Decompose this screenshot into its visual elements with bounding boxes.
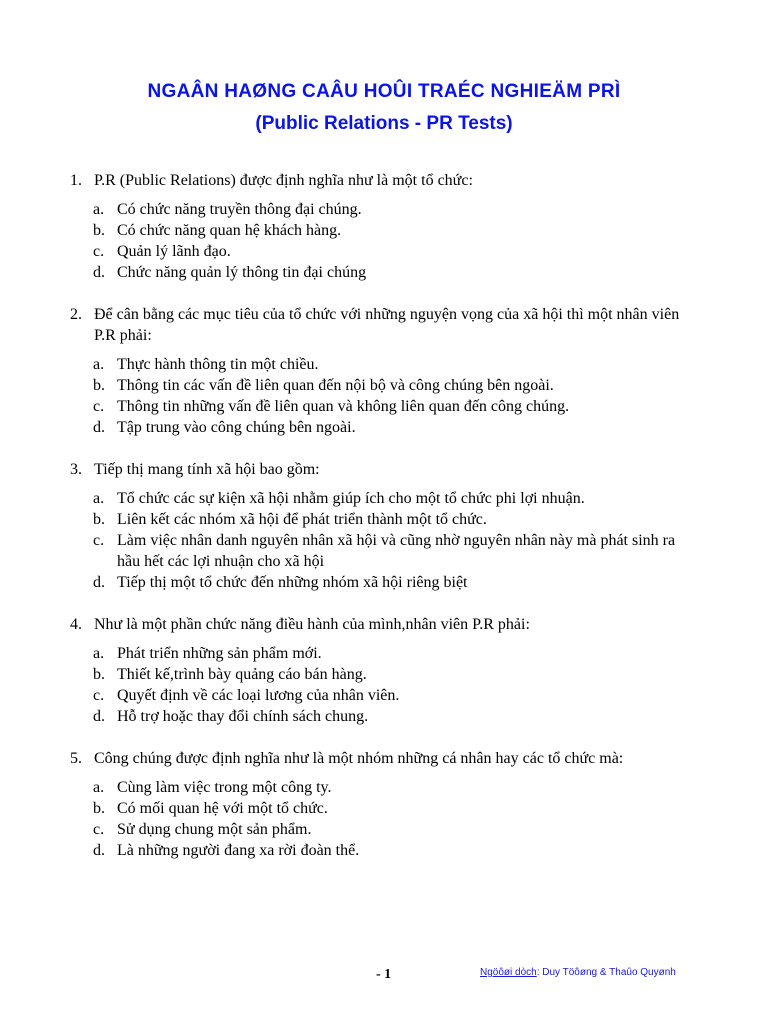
translator-names: : Duy Töôøng & Thaûo Quyønh (536, 967, 676, 978)
option-letter: b. (93, 377, 105, 394)
page-number: - 1 (376, 967, 392, 982)
option-item (0, 262, 768, 283)
option-text: Tổ chức các sự kiện xã hội nhằm giúp ích cho một tổ chức phi lợi nhuận. (117, 490, 585, 507)
option-text: Có chức năng truyền thông đại chúng. (117, 201, 362, 218)
question-list (0, 170, 768, 882)
question-text: Tiếp thị mang tính xã hội bao gồm: (94, 461, 320, 478)
option-letter: b. (93, 222, 105, 239)
option-item (0, 798, 768, 819)
option-text: Có mối quan hệ với một tổ chức. (117, 800, 328, 817)
translator-credit-link[interactable]: Ngöôøi dòch (480, 967, 537, 978)
option-text: Chức năng quản lý thông tin đại chúng (117, 264, 367, 281)
option-item (0, 664, 768, 685)
option-text: Thông tin các vấn đề liên quan đến nội bộ và công chúng bên ngoài. (117, 377, 554, 394)
option-text: Làm việc nhân danh nguyên nhân xã hội và cũng nhờ nguyên nhân này mà phát sinh ra hầu hết các lợi nhuận cho xã hội (117, 532, 676, 570)
option-text: Quản lý lãnh đạo. (117, 243, 231, 260)
option-letter: b. (93, 666, 105, 683)
question-5 (0, 748, 768, 861)
option-letter: c. (93, 398, 105, 415)
option-item (0, 530, 768, 572)
question-number: 3. (70, 461, 82, 478)
option-letter: b. (93, 800, 105, 817)
option-item (0, 706, 768, 727)
question-number: 5. (70, 750, 82, 767)
option-text: Thiết kế,trình bày quảng cáo bán hàng. (117, 666, 367, 683)
option-item (0, 354, 768, 375)
option-text: Tập trung vào công chúng bên ngoài. (117, 419, 356, 436)
option-text: Có chức năng quan hệ khách hàng. (117, 222, 342, 239)
option-list (0, 643, 768, 727)
option-item (0, 777, 768, 798)
option-letter: b. (93, 511, 105, 528)
option-list (0, 199, 768, 283)
option-text: Liên kết các nhóm xã hội để phát triển thành một tổ chức. (117, 511, 487, 528)
option-item (0, 417, 768, 438)
document-subtitle: (Public Relations - PR Tests) (255, 113, 513, 134)
option-text: Thông tin những vấn đề liên quan và không liên quan đến công chúng. (117, 398, 570, 415)
option-letter: c. (93, 532, 105, 549)
option-letter: a. (93, 779, 105, 796)
question-number: 1. (70, 172, 82, 189)
option-letter: d. (93, 264, 105, 281)
document-header (0, 80, 768, 136)
question-4 (0, 614, 768, 727)
option-letter: d. (93, 842, 105, 859)
option-letter: c. (93, 687, 105, 704)
option-item (0, 241, 768, 262)
option-item (0, 643, 768, 664)
option-item (0, 375, 768, 396)
option-item (0, 819, 768, 840)
option-item (0, 685, 768, 706)
question-1 (0, 170, 768, 283)
option-letter: d. (93, 708, 105, 725)
question-text: Để cân bằng các mục tiêu của tổ chức với những nguyện vọng của xã hội thì một nhân viên P.R phải: (94, 306, 680, 344)
question-text: Như là một phần chức năng điều hành của mình,nhân viên P.R phải: (94, 616, 530, 633)
option-item (0, 396, 768, 417)
document-title: NGAÂN HAØNG CAÂU HOÛI TRAÉC NGHIEÄM PRÌ (147, 81, 621, 102)
question-number: 2. (70, 306, 82, 323)
option-list (0, 354, 768, 438)
question-3 (0, 459, 768, 593)
option-letter: a. (93, 645, 105, 662)
option-text: Là những người đang xa rời đoàn thể. (117, 842, 360, 859)
question-text: P.R (Public Relations) được định nghĩa như là một tổ chức: (94, 172, 473, 189)
option-item (0, 840, 768, 861)
option-item (0, 199, 768, 220)
option-letter: a. (93, 356, 105, 373)
option-item (0, 509, 768, 530)
option-text: Tiếp thị một tổ chức đến những nhóm xã hội riêng biệt (117, 574, 468, 591)
question-text: Công chúng được định nghĩa như là một nhóm những cá nhân hay các tổ chức mà: (94, 750, 624, 767)
option-letter: d. (93, 419, 105, 436)
option-text: Cùng làm việc trong một công ty. (117, 779, 332, 796)
option-text: Sử dụng chung một sản phẩm. (117, 821, 312, 838)
option-list (0, 777, 768, 861)
option-letter: a. (93, 201, 105, 218)
option-letter: d. (93, 574, 105, 591)
page-footer (0, 966, 768, 986)
option-text: Quyết định về các loại lương của nhân viên. (117, 687, 400, 704)
option-letter: c. (93, 821, 105, 838)
option-letter: c. (93, 243, 105, 260)
option-letter: a. (93, 490, 105, 507)
question-number: 4. (70, 616, 82, 633)
option-text: Hỗ trợ hoặc thay đổi chính sách chung. (117, 708, 369, 725)
translator-credit (480, 966, 676, 980)
option-item (0, 220, 768, 241)
question-2 (0, 304, 768, 438)
option-text: Thực hành thông tin một chiều. (117, 356, 319, 373)
option-list (0, 488, 768, 593)
option-item (0, 488, 768, 509)
option-text: Phát triển những sản phẩm mới. (117, 645, 322, 662)
option-item (0, 572, 768, 593)
